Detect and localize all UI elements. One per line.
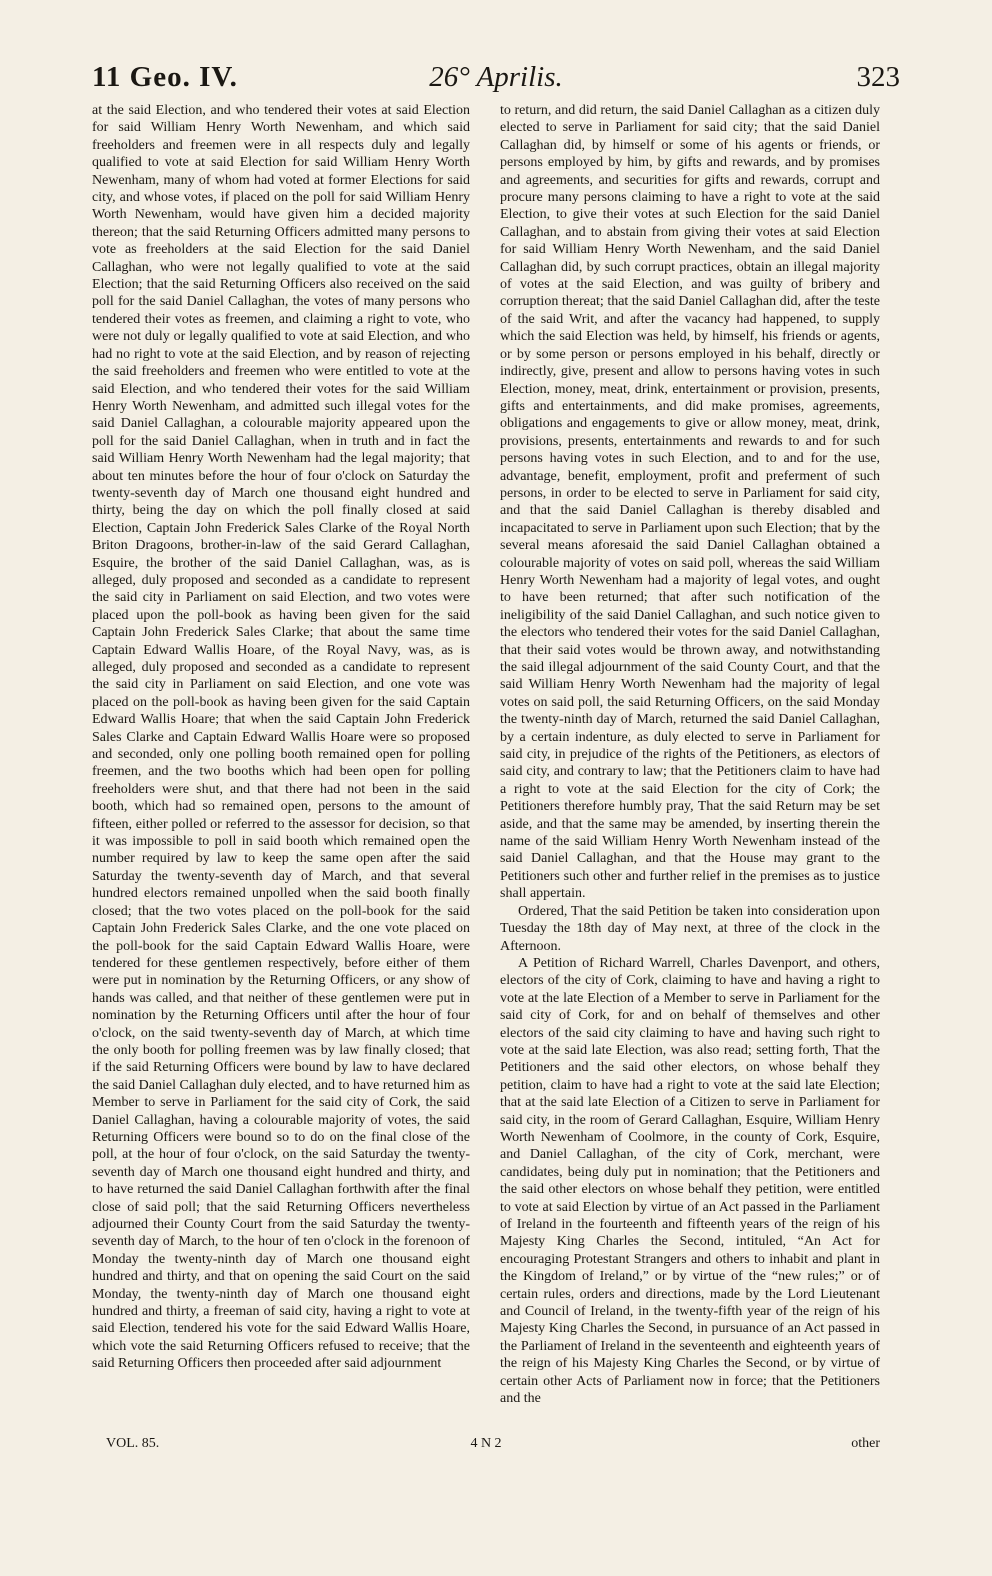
running-head-date: 26° Aprilis. (429, 61, 563, 93)
right-paragraph-ordered: Ordered, That the said Petition be taken into consideration upon Tuesday the 18th day of May next, at three of the clock in the Afternoon. (500, 903, 880, 954)
volume-mark: VOL. 85. (106, 1436, 160, 1451)
page-number: 323 (856, 61, 900, 93)
right-column (500, 102, 880, 1434)
left-paragraph-1: at the said Election, and who tendered their votes at said Election for said William Henry Worth Newenham, and which said freeholders and freemen were in all respects duly and legally qualified to vote at said Election for said William Henry Worth Newenham, many of whom had voted at former Elections for said city, and whose votes, if placed on the poll for said William Henry Worth Newenham, would have given him a decided majority thereon; that the said Returning Officers admitted many persons to vote as freeholders at the said Election for the said Daniel Callaghan, who were not legally qualified to vote at the said Election; that the said Returning Officers also received on the said poll for the said Daniel Callaghan, the votes of many persons who tendered their votes as freemen, and claiming a right to vote, who were not duly or legally qualified to vote at said Election, and who had no right to vote at the said Election, and by reason of rejecting the said freeholders and freemen who were entitled to vote at the said Election, and who tendered their votes for the said William Henry Worth Newenham, and admitted such illegal votes for the said Daniel Callaghan, a colourable majority appeared upon the poll for the said Daniel Callaghan, when in truth and in fact the said William Henry Worth Newenham had the legal majority; that about ten minutes before the hour of four o'clock on Saturday the twenty-seventh day of March one thousand eight hundred and thirty, being the day on which the poll finally closed at said Election, Captain John Frederick Sales Clarke of the Royal North Briton Dragoons, brother-in-law of the said Gerard Callaghan, Esquire, the brother of the said Daniel Callaghan, was, as is alleged, duly proposed and seconded as a candidate to represent the said city in Parliament on said Election, and two votes were placed upon the poll-book as having been given for the said Captain John Frederick Sales Clarke; that about the same time Captain Edward Wallis Hoare, of the Royal Navy, was, as is alleged, duly proposed and seconded as a candidate to represent the said city in Parliament on said Election, and one vote was placed on the poll-book as having been given for the said Captain Edward Wallis Hoare; that when the said Captain John Frederick Sales Clarke and Captain Edward Wallis Hoare were so proposed and seconded, only one polling booth remained open for polling freemen, and the two booths which had been open for polling freeholders were shut, and that there had not been in the said booth, which had so remained open, persons to the amount of fifteen, either polled or referred to the assessor for decision, so that it was impossible to poll in said booth which remained open the number required by law to keep the same open after the said Saturday the twenty-seventh day of March, and that several hundred electors remained unpolled when the said booth finally closed; that the two votes placed on the poll-book for the said Captain John Frederick Sales Clarke, and the one vote placed on the poll-book for the said Captain Edward Wallis Hoare, were tendered for these gentlemen respectively, before either of them were put in nomination by the Returning Officers, or any show of hands was called, and that neither of these gentlemen were put in nomination by the Returning Officers until after the hour of four o'clock, on the said twenty-seventh day of March, at which time the only booth for polling freemen was by law finally closed; that if the said Returning Officers were bound by law to have declared the said Daniel Callaghan duly elected, and to have returned him as Member to serve in Parliament for the said city of Cork, the said Daniel Callaghan, having a colourable majority of votes, the said Returning Officers were bound so to do on the final close of the poll, at the hour of four o'clock, on the said Saturday the twenty-seventh day of March one thousand eight hundred and thirty, and to have returned the said Daniel Callaghan forthwith after the final close of said poll; that the said Returning Officers nevertheless adjourned their County Court from the said Saturday the twenty-seventh day of March, to the hour of ten o'clock in the forenoon of Monday the twenty-ninth day of March one thousand eight hundred and thirty, and that on opening the said Court on the said Monday, the twenty-ninth day of March one thousand eight hundred and thirty, a freeman of said city, having a right to vote at said Election, tendered his vote for the said Edward Wallis Hoare, which vote the said Returning Officers refused to receive; that the said Returning Officers then proceeded after said adjournment (92, 103, 470, 1372)
catchword: other (851, 1436, 880, 1451)
right-paragraph-petition: A Petition of Richard Warrell, Charles Davenport, and others, electors of the city of Cork, claiming to have and having a right to vote at the late Election of a Member to serve in Parliament for the said city of Cork, for and on behalf of themselves and other electors of the said city claiming to have and having such right to vote at the said late Election, was also read; setting forth, That the Petitioners and the said other electors, on whose behalf they petition, claim to have had a right to vote at the said late Election; that at the said late Election of a Citizen to serve in Parliament for said city, in the room of Gerard Callaghan, Esquire, William Henry Worth Newenham of Coolmore, in the county of Cork, Esquire, and Daniel Callaghan, of the city of Cork, merchant, were candidates, being duly put in nomination; that the Petitioners and the said other electors on whose behalf they petition, were entitled to vote at said Election by virtue of an Act passed in the Parliament of Ireland in the fourteenth and fifteenth years of the reign of his Majesty King Charles the Second, intituled, “An Act for encouraging Protestant Strangers and others to inhabit and plant in the Kingdom of Ireland,” or by virtue of the “new rules;” or of certain rules, orders and directions, made by the Lord Lieutenant and Council of Ireland, in the twenty-fifth year of the reign of his Majesty King Charles the Second, in pursuance of an Act passed in the Parliament of Ireland in the seventeenth and eighteenth years of the reign of his Majesty King Charles the Second, or by virtue of certain other Acts of Parliament now in force; that the Petitioners and the (500, 955, 880, 1407)
page-header (92, 60, 900, 100)
left-column (92, 102, 470, 1434)
right-paragraph-1: to return, and did return, the said Daniel Callaghan as a citizen duly elected to serve in Parliament for said city; that the said Daniel Callaghan did, by himself or some of his agents or friends, or persons employed by him, by gifts and rewards, and by promises and agreements, and securities for gifts and rewards, corrupt and procure many persons claiming to have a right to vote at the said Election, to give their votes at such Election for the said Daniel Callaghan, and to abstain from giving their votes at said Election for said William Henry Worth Newenham, and the said Daniel Callaghan did, by such corrupt practices, obtain an illegal majority of votes at the said Election, and was guilty of bribery and corruption thereat; that the said Daniel Callaghan did, after the teste of the said Writ, and after the vacancy had happened, to supply which the said Election was held, by himself, his friends or agents, or by some person or persons employed in his behalf, directly or indirectly, give, present and allow to persons having votes in such Election, money, meat, drink, entertainment or provision, presents, gifts and entertainments, and did make promises, agreements, obligations and engagements to give or allow money, meat, drink, provisions, presents, entertainments and rewards to and for such persons having votes in such Election, and to and for the use, advantage, benefit, employment, profit and preferment of such persons, in order to be elected to serve in Parliament for said city, and that the said Daniel Callaghan is thereby disabled and incapacitated to serve in Parliament upon such Election; that by the several means aforesaid the said Daniel Callaghan obtained a colourable majority of votes on said poll, whereas the said William Henry Worth Newenham had a majority of legal votes, and ought to have been returned; that after such notification of the ineligibility of the said Daniel Callaghan, and such notice given to the electors who tendered their votes for the said Daniel Callaghan, that their said votes would be thrown away, and notwithstanding the said illegal adjournment of the said County Court, and that the said William Henry Worth Newenham had the majority of legal votes on said poll, the said Returning Officers, on the said Monday the twenty-ninth day of March, returned the said Daniel Callaghan, by a certain indenture, as duly elected to serve in Parliament for said city, in prejudice of the rights of the Petitioners, as electors of said city, and contrary to law; that the Petitioners claim to have had a right to vote at the said Election for the city of Cork; the Petitioners therefore humbly pray, That the said Return may be set aside, and that the same may be amended, by inserting therein the name of the said William Henry Worth Newenham instead of the said Daniel Callaghan, and that the House may grant to the Petitioners such other and further relief in the premises as to justice shall appertain. (500, 103, 880, 902)
running-head-regnal-year: 11 Geo. IV. (92, 61, 238, 93)
signature-mark: 4 N 2 (470, 1436, 502, 1451)
page-footer (92, 1436, 880, 1456)
